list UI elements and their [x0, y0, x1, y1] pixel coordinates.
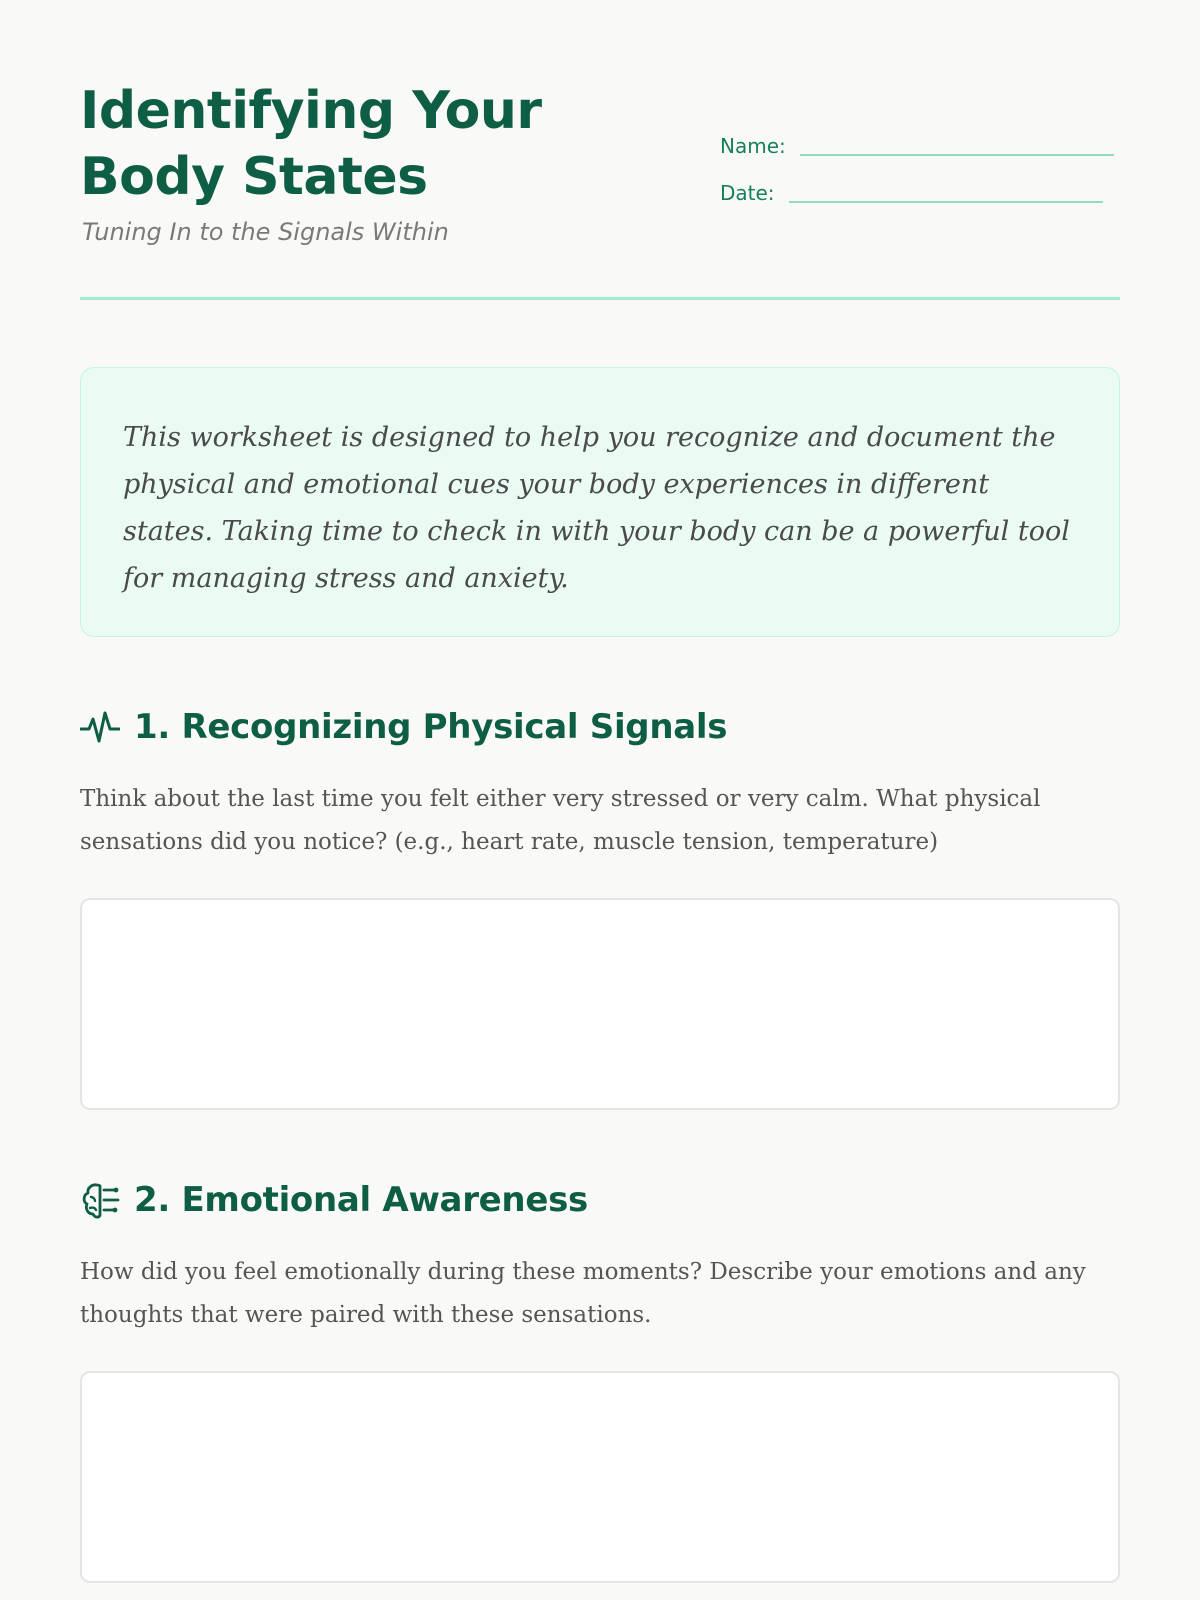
section-prompt: Think about the last time you felt either very stressed or very calm. What physical sensations did you notice? (e.g., heart rate, muscle tension, temperature) [80, 786, 1041, 855]
physical-signals-answer-box[interactable] [80, 898, 1120, 1110]
emotional-awareness-answer-box[interactable] [80, 1371, 1120, 1583]
brain-icon [80, 1180, 120, 1220]
section-title: 1. Recognizing Physical Signals [134, 707, 728, 747]
section-prompt: How did you feel emotionally during these moments? Describe your emotions and any thoughts that were paired with these sensations. [80, 1259, 1086, 1328]
section-emotional-awareness [80, 1175, 1120, 1337]
name-date-fields [720, 128, 1120, 222]
section-heading [80, 1175, 1120, 1225]
date-row [720, 175, 1120, 205]
date-label: Date: [720, 181, 775, 205]
name-field[interactable] [800, 154, 1114, 156]
section-title: 2. Emotional Awareness [134, 1180, 588, 1220]
page-title: Identifying Your Body States [80, 81, 542, 207]
name-row [720, 128, 1120, 158]
heartbeat-pulse-icon [80, 707, 120, 747]
page-subtitle: Tuning In to the Signals Within [82, 218, 449, 246]
section-heading [80, 702, 1120, 752]
worksheet-header [80, 0, 1120, 300]
section-physical-signals [80, 702, 1120, 864]
intro-text: This worksheet is designed to help you recognize and document the physical and emotional cues your body experiences in different states. Taking time to check in with your body can be a powerful tool for managing stress and anxiety. [123, 422, 1070, 594]
name-label: Name: [720, 134, 786, 158]
intro-callout [80, 367, 1120, 637]
date-field[interactable] [789, 201, 1103, 203]
